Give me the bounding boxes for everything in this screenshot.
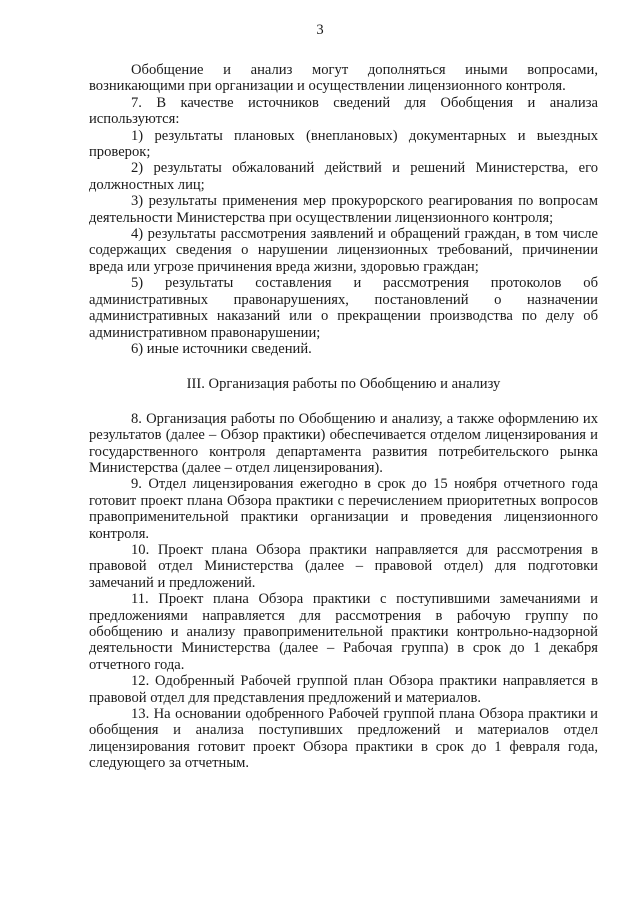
paragraph-11: 11. Проект плана Обзора практики с поступившими замечаниями и предложениями направляется для рассмотрения в рабочую группу по обобщению и анализу правоприменительной практики контрольно-надзорной деятельности Министерства (далее – Рабочая группа) в срок до 1 декабря отчетного года.	[89, 591, 598, 673]
paragraph-10: 10. Проект плана Обзора практики направляется для рассмотрения в правовой отдел Министерства (далее – правовой отдел) для подготовки замечаний и предложений.	[89, 541, 598, 591]
continuation-paragraph: Обобщение и анализ могут дополняться иными вопросами, возникающими при организации и осуществлении лицензионного контроля.	[89, 62, 598, 95]
paragraph-8: 8. Организация работы по Обобщению и анализу, а также оформлению их результатов (далее – Обзор практики) обеспечивается отделом лицензирования и государственного контроля департамента развития потребительского рынка Министерства (далее – отдел лицензирования).	[89, 410, 598, 476]
list-item-5: 5) результаты составления и рассмотрения протоколов об административных правонарушениях, постановлений о назначении административных наказаний или о прекращении производства по делу об административном правонарушении;	[89, 275, 598, 341]
list-item-2: 2) результаты обжалований действий и решений Министерства, его должностных лиц;	[89, 160, 598, 193]
paragraph-9: 9. Отдел лицензирования ежегодно в срок до 15 ноября отчетного года готовит проект плана Обзора практики с перечислением приоритетных вопросов правоприменительной практики организации и проведения лицензионного контроля.	[89, 476, 598, 542]
list-item-1: 1) результаты плановых (внеплановых) документарных и выездных проверок;	[89, 127, 598, 161]
list-item-3: 3) результаты применения мер прокурорского реагирования по вопросам деятельности Министерства при осуществлении лицензионного контроля;	[89, 193, 598, 226]
document-body	[89, 62, 598, 772]
section-heading: III. Организация работы по Обобщению и анализу	[186, 376, 501, 393]
list-item-6: 6) иные источники сведений.	[131, 340, 312, 357]
page-number: 3	[316, 22, 324, 38]
paragraph-12: 12. Одобренный Рабочей группой план Обзора практики направляется в правовой отдел для представления предложений и материалов.	[89, 673, 598, 706]
list-item-4: 4) результаты рассмотрения заявлений и обращений граждан, в том числе содержащих сведения о нарушении лицензионных требований, причинении вреда или угрозе причинения вреда жизни, здоровью граждан;	[89, 226, 598, 275]
paragraph-7: 7. В качестве источников сведений для Обобщения и анализа используются:	[89, 94, 598, 128]
paragraph-13: 13. На основании одобренного Рабочей группой плана Обзора практики и обобщения и анализа поступивших предложений и материалов отдел лицензирования готовит проект Обзора практики в срок до 1 февраля года, следующего за отчетным.	[89, 706, 598, 772]
